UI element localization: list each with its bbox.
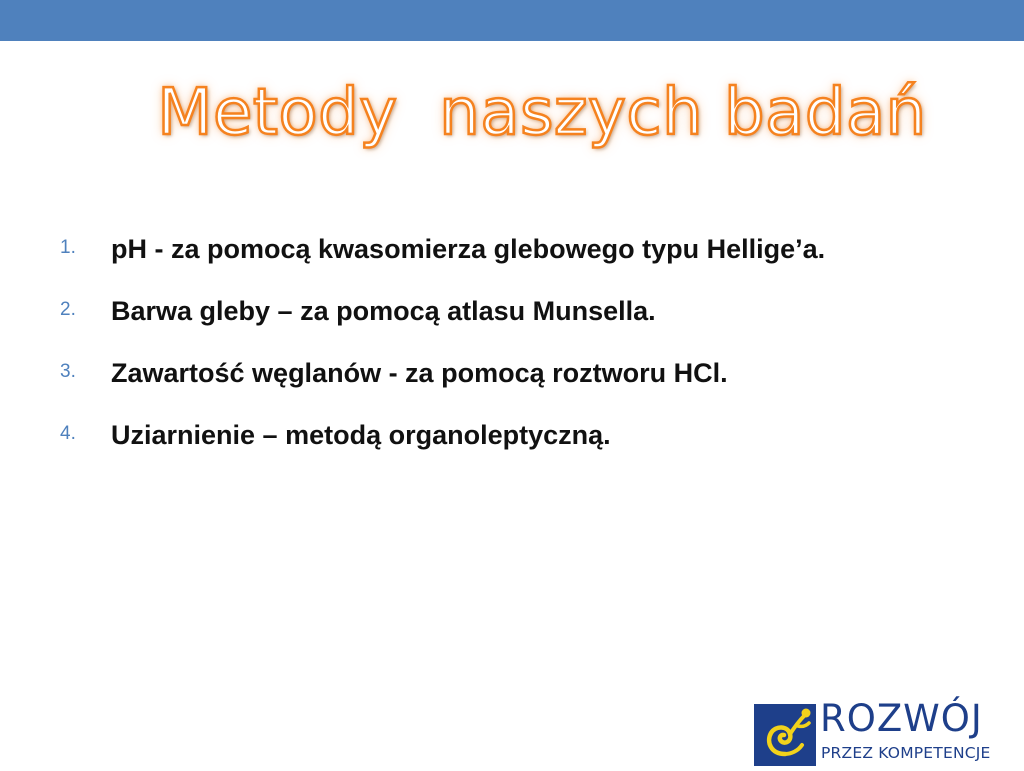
list-item [60,230,920,268]
list-item-text: pH - za pomocą kwasomierza glebowego typu Hellige’a. [111,234,826,264]
logo-tagline: PRZEZ KOMPETENCJE [821,744,991,762]
list-number: 2. [60,299,76,320]
methods-list [60,230,920,478]
list-number: 4. [60,423,76,444]
list-item [60,416,920,454]
rozwoj-logo [754,696,1024,768]
list-item-text: Uziarnienie – metodą organoleptyczną. [111,420,611,450]
list-item-text: Barwa gleby – za pomocą atlasu Munsella. [111,296,656,326]
slide-title: Metody naszych badań [157,76,927,150]
list-item-text: Zawartość węglanów - za pomocą roztworu HCl. [111,358,728,388]
logo-wordmark: ROZWÓJ [820,697,983,740]
list-item [60,292,920,330]
list-number: 3. [60,361,76,382]
list-number: 1. [60,237,76,258]
spiral-figure-graphic [754,704,816,766]
list-item [60,354,920,392]
spiral-figure-icon [754,704,816,766]
header-band [0,0,1024,41]
